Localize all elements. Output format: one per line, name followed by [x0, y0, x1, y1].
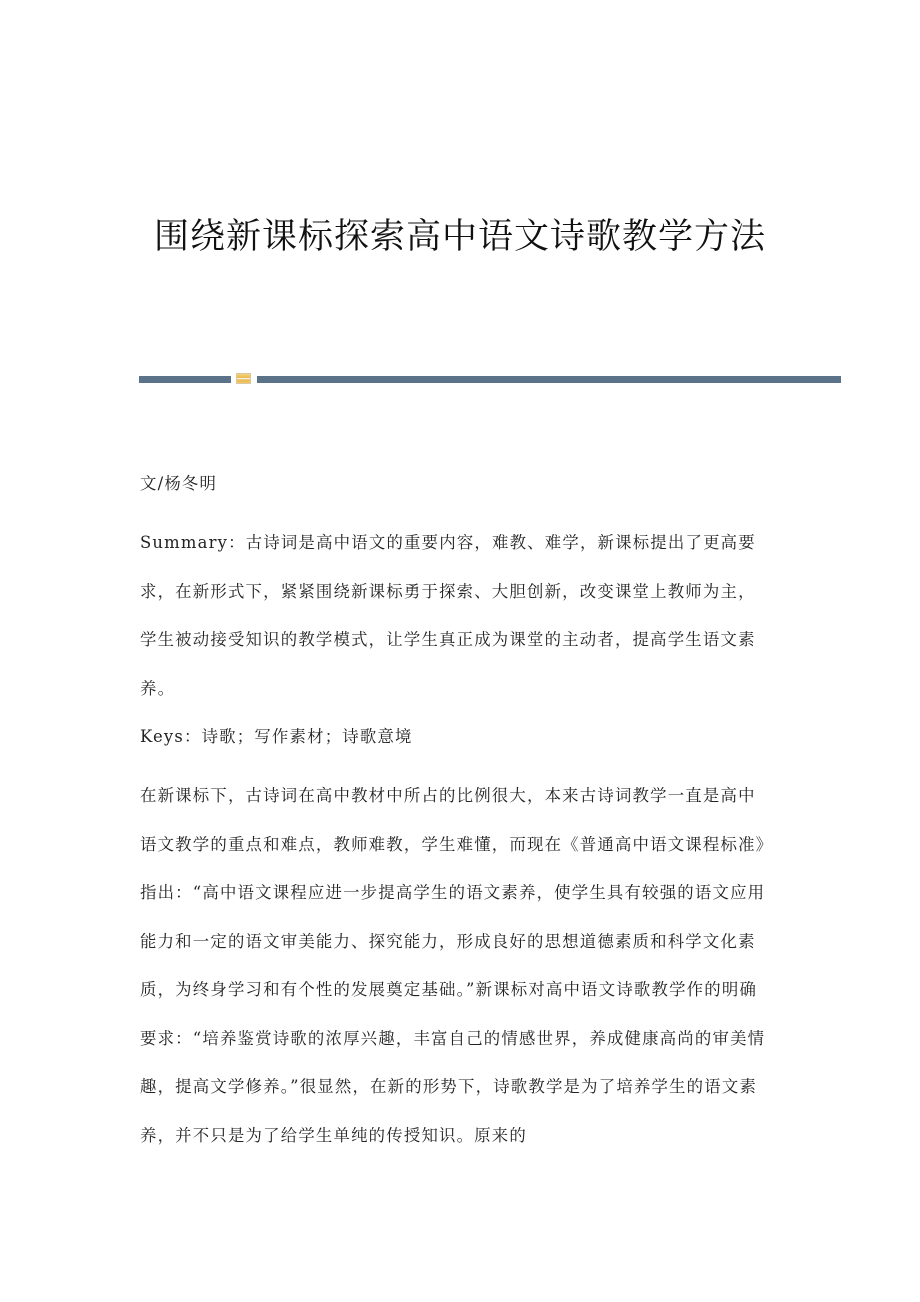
page-title: 围绕新课标探索高中语文诗歌教学方法 — [153, 217, 766, 257]
title-divider — [139, 372, 841, 384]
keywords-line: Keys：诗歌；写作素材；诗歌意境 — [140, 727, 413, 746]
summary-paragraph: Summary：古诗词是高中语文的重要内容，难教、难学，新课标提出了更高要求，在新形式下，紧紧围绕新课标勇于探索、大胆创新，改变课堂上教师为主，学生被动接受知识的教学模式，让学生真正成为课堂的主动者，提高学生语文素养。 — [140, 533, 756, 698]
divider-bar-left — [139, 376, 231, 383]
divider-bar-right — [257, 376, 841, 383]
author-line: 文/杨冬明 — [140, 474, 218, 493]
article-body — [140, 466, 772, 1166]
divider-ornament-icon — [236, 373, 251, 384]
body-paragraph: 在新课标下，古诗词在高中教材中所占的比例很大，本来古诗词教学一直是高中语文教学的重点和难点，教师难教，学生难懂，而现在《普通高中语文课程标准》指出：“高中语文课程应进一步提高学生的语文素养，使学生具有较强的语文应用能力和一定的语文审美能力、探究能力，形成良好的思想道德素质和科学文化素质，为终身学习和有个性的发展奠定基础。”新课标对高中语文诗歌教学作的明确要求：“培养鉴赏诗歌的浓厚兴趣，丰富自己的情感世界，养成健康高尚的审美情趣，提高文学修养。”很显然，在新的形势下，诗歌教学是为了培养学生的语文素养，并不只是为了给学生单纯的传授知识。原来的 — [140, 786, 766, 1145]
